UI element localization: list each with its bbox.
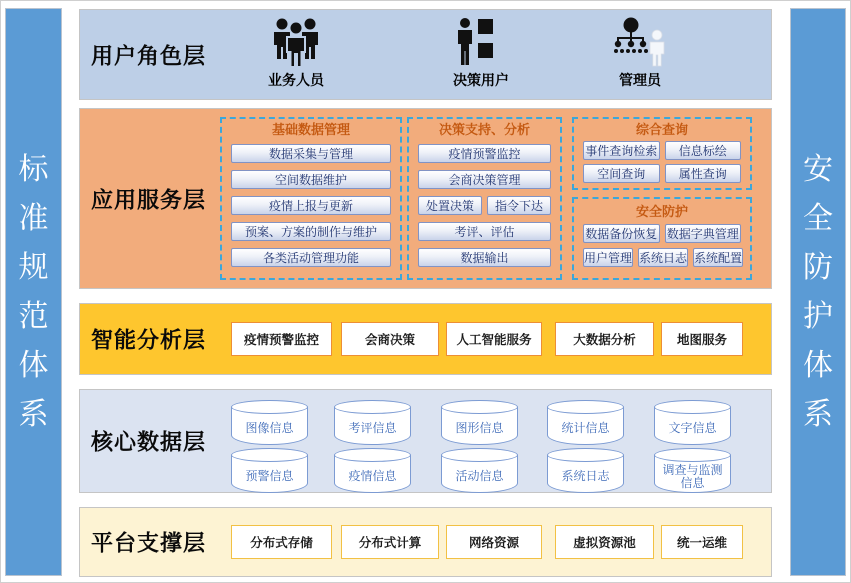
sidebar-char: 准 bbox=[18, 201, 49, 235]
analysis-service-button: 大数据分析 bbox=[555, 322, 654, 356]
cylinder-label: 统计信息 bbox=[547, 407, 624, 445]
app-function-row bbox=[583, 141, 741, 160]
app-function-button: 数据字典管理 bbox=[665, 224, 742, 243]
database-cylinder bbox=[547, 448, 624, 493]
database-cylinder bbox=[654, 400, 731, 445]
role-label: 决策用户 bbox=[453, 72, 509, 88]
app-function-button: 系统日志 bbox=[638, 248, 688, 267]
app-function-button: 属性查询 bbox=[665, 164, 742, 183]
cylinder-label: 预警信息 bbox=[231, 455, 308, 493]
app-function-button: 预案、方案的制作与维护 bbox=[231, 222, 391, 241]
app-function-group bbox=[220, 117, 402, 280]
app-function-group bbox=[407, 117, 562, 280]
database-cylinder bbox=[654, 448, 731, 493]
database-cylinder bbox=[441, 400, 518, 445]
sidebar-char: 标 bbox=[18, 152, 49, 186]
sidebar-char: 系 bbox=[18, 397, 49, 431]
core-data-layer bbox=[79, 389, 772, 493]
app-function-button: 各类活动管理功能 bbox=[231, 248, 391, 267]
app-function-button: 数据采集与管理 bbox=[231, 144, 391, 163]
org-chart-icon bbox=[611, 17, 669, 67]
app-function-row bbox=[231, 196, 391, 215]
platform-resource-button: 网络资源 bbox=[446, 525, 542, 559]
app-function-button: 数据输出 bbox=[418, 248, 551, 267]
cylinder-top-icon bbox=[547, 448, 624, 462]
sidebar-char: 系 bbox=[803, 397, 833, 431]
app-function-row bbox=[418, 248, 551, 267]
app-function-button: 疫情上报与更新 bbox=[231, 196, 391, 215]
app-group-title: 决策支持、分析 bbox=[438, 122, 530, 137]
cylinder-label: 图像信息 bbox=[231, 407, 308, 445]
app-function-row bbox=[418, 144, 551, 163]
core-data-layer-label: 核心数据层 bbox=[91, 429, 207, 455]
cylinder-label: 系统日志 bbox=[547, 455, 624, 493]
role-2 bbox=[425, 20, 537, 90]
sidebar-char: 安 bbox=[803, 152, 833, 186]
cylinder-top-icon bbox=[334, 400, 411, 414]
cylinder-label: 活动信息 bbox=[441, 455, 518, 493]
cylinder-top-icon bbox=[231, 448, 308, 462]
standards-spec-system-sidebar bbox=[5, 8, 62, 576]
platform-resource-button: 统一运维 bbox=[661, 525, 743, 559]
database-cylinder bbox=[547, 400, 624, 445]
app-function-group bbox=[572, 117, 752, 190]
app-function-button: 考评、评估 bbox=[418, 222, 551, 241]
platform-resource-button: 分布式存储 bbox=[231, 525, 332, 559]
cylinder-top-icon bbox=[654, 400, 731, 414]
database-cylinder bbox=[231, 448, 308, 493]
role-1 bbox=[240, 20, 352, 90]
person-blocks-icon bbox=[454, 17, 508, 67]
role-label: 管理员 bbox=[619, 72, 661, 88]
sidebar-char: 范 bbox=[18, 299, 49, 333]
app-function-row bbox=[418, 170, 551, 189]
app-function-button: 空间数据维护 bbox=[231, 170, 391, 189]
app-function-button: 指令下达 bbox=[487, 196, 551, 215]
platform-support-layer-label: 平台支撑层 bbox=[91, 530, 207, 556]
analysis-service-button: 会商决策 bbox=[341, 322, 439, 356]
analysis-service-button: 地图服务 bbox=[661, 322, 743, 356]
database-cylinder bbox=[231, 400, 308, 445]
user-role-layer bbox=[79, 9, 772, 100]
sidebar-char: 体 bbox=[803, 348, 833, 382]
app-function-row bbox=[418, 196, 551, 215]
cylinder-top-icon bbox=[231, 400, 308, 414]
app-group-title: 安全防护 bbox=[635, 204, 688, 219]
app-function-button: 事件查询检索 bbox=[583, 141, 660, 160]
app-function-row bbox=[231, 170, 391, 189]
user-role-layer-label: 用户角色层 bbox=[91, 43, 207, 68]
app-group-title: 综合查询 bbox=[635, 122, 688, 137]
platform-support-layer bbox=[79, 507, 772, 577]
platform-resource-button: 分布式计算 bbox=[341, 525, 439, 559]
app-function-button: 空间查询 bbox=[583, 164, 660, 183]
app-function-row bbox=[231, 144, 391, 163]
analysis-service-button: 疫情预警监控 bbox=[231, 322, 332, 356]
sidebar-char: 规 bbox=[18, 250, 49, 284]
role-3 bbox=[583, 20, 697, 90]
role-label: 业务人员 bbox=[268, 72, 324, 88]
app-function-row bbox=[583, 224, 741, 243]
app-function-row bbox=[231, 248, 391, 267]
database-cylinder bbox=[334, 448, 411, 493]
app-function-button: 信息标绘 bbox=[665, 141, 742, 160]
sidebar-char: 防 bbox=[803, 250, 833, 284]
app-function-button: 系统配置 bbox=[693, 248, 743, 267]
application-service-layer-label: 应用服务层 bbox=[91, 187, 207, 212]
cylinder-top-icon bbox=[441, 400, 518, 414]
sidebar-char: 护 bbox=[803, 299, 833, 333]
platform-resource-button: 虚拟资源池 bbox=[555, 525, 654, 559]
application-service-layer bbox=[79, 108, 772, 289]
cylinder-label: 调查与监测信息 bbox=[654, 455, 731, 493]
security-protection-system-sidebar bbox=[790, 8, 846, 576]
app-function-row bbox=[231, 222, 391, 241]
cylinder-top-icon bbox=[547, 400, 624, 414]
app-function-button: 疫情预警监控 bbox=[418, 144, 551, 163]
cylinder-top-icon bbox=[441, 448, 518, 462]
people-group-icon bbox=[269, 15, 323, 67]
database-cylinder bbox=[334, 400, 411, 445]
sidebar-char: 体 bbox=[18, 348, 49, 382]
app-group-title: 基础数据管理 bbox=[271, 122, 350, 137]
app-function-row bbox=[583, 164, 741, 183]
cylinder-label: 文字信息 bbox=[654, 407, 731, 445]
app-function-button: 处置决策 bbox=[418, 196, 482, 215]
app-function-button: 会商决策管理 bbox=[418, 170, 551, 189]
cylinder-top-icon bbox=[654, 448, 731, 462]
app-function-button: 用户管理 bbox=[583, 248, 633, 267]
intelligent-analysis-layer bbox=[79, 303, 772, 375]
cylinder-top-icon bbox=[334, 448, 411, 462]
intelligent-analysis-layer-label: 智能分析层 bbox=[91, 327, 207, 353]
app-function-button: 数据备份恢复 bbox=[583, 224, 660, 243]
app-function-row bbox=[583, 248, 741, 267]
cylinder-label: 图形信息 bbox=[441, 407, 518, 445]
app-function-row bbox=[418, 222, 551, 241]
app-function-group bbox=[572, 197, 752, 280]
cylinder-label: 考评信息 bbox=[334, 407, 411, 445]
cylinder-label: 疫情信息 bbox=[334, 455, 411, 493]
sidebar-char: 全 bbox=[803, 201, 833, 235]
analysis-service-button: 人工智能服务 bbox=[446, 322, 542, 356]
database-cylinder bbox=[441, 448, 518, 493]
